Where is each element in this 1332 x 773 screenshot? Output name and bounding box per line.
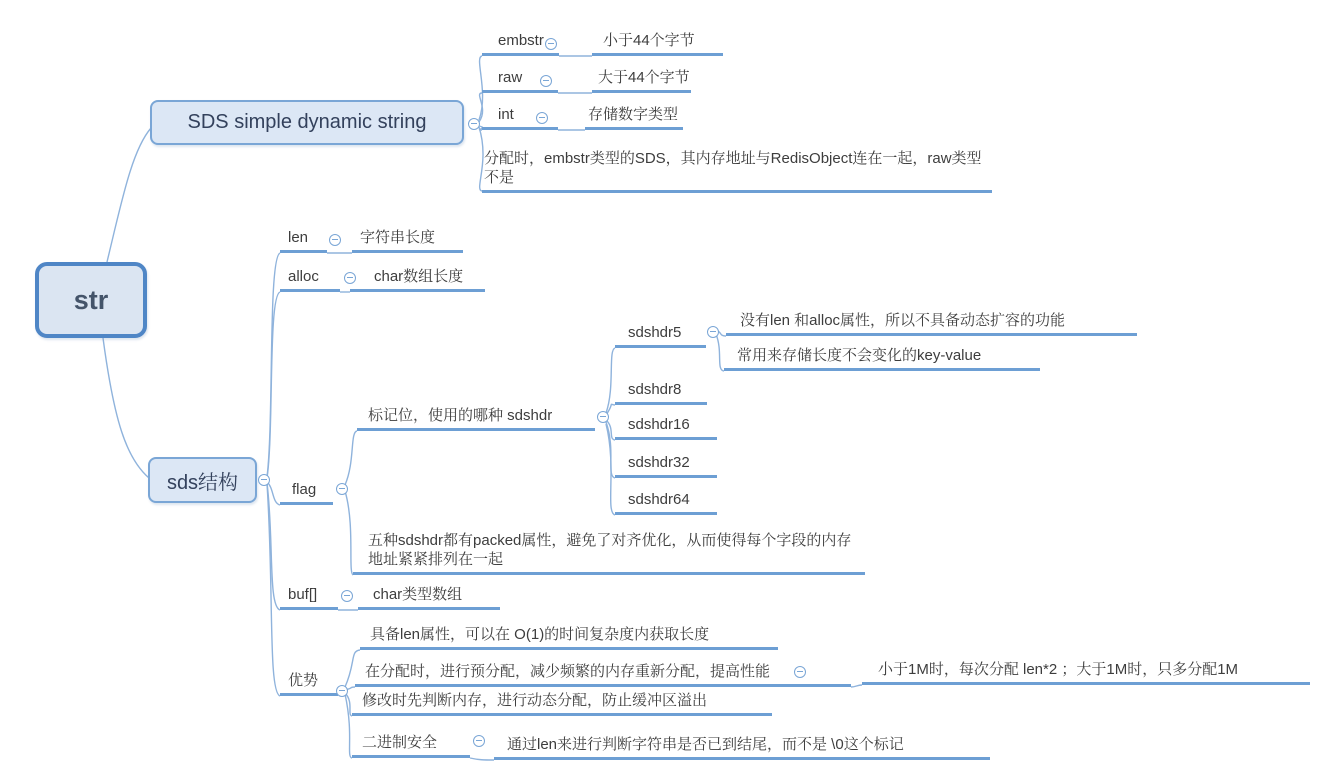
- node-binary-safe-desc[interactable]: 通过len来进行判断字符串是否已到结尾，而不是 \0这个标记: [494, 735, 990, 760]
- node-embstr-desc[interactable]: 小于44个字节: [592, 33, 723, 56]
- node-alloc-desc[interactable]: char数组长度: [350, 269, 485, 292]
- node-flag-mark[interactable]: 标记位，使用的哪种 sdshdr: [357, 404, 595, 431]
- node-binary-safe[interactable]: 二进制安全: [352, 733, 470, 758]
- topic-label: SDS simple dynamic string: [187, 111, 427, 133]
- node-advantage-prealloc[interactable]: 在分配时，进行预分配，减少频繁的内存重新分配，提高性能: [355, 662, 851, 687]
- collapse-icon[interactable]: [545, 38, 557, 50]
- node-advantage-overflow[interactable]: 修改时先判断内存，进行动态分配，防止缓冲区溢出: [352, 691, 772, 716]
- node-sds-simple-dynamic-string[interactable]: [150, 100, 464, 145]
- node-alloc[interactable]: alloc: [280, 269, 340, 292]
- node-alloc-note[interactable]: 分配时，embstr类型的SDS，其内存地址与RedisObject连在一起，raw类型不是: [482, 136, 992, 193]
- collapse-icon[interactable]: [536, 112, 548, 124]
- collapse-icon[interactable]: [258, 474, 270, 486]
- node-sdshdr16[interactable]: sdshdr16: [615, 414, 717, 440]
- collapse-icon[interactable]: [341, 590, 353, 602]
- collapse-icon[interactable]: [597, 411, 609, 423]
- node-len-desc[interactable]: 字符串长度: [352, 230, 463, 253]
- node-packed-note[interactable]: 五种sdshdr都有packed属性，避免了对齐优化，从而使得每个字段的内存地址紧紧排列在一起: [353, 522, 865, 575]
- node-raw[interactable]: raw: [482, 70, 558, 93]
- node-buf[interactable]: buf[]: [280, 585, 338, 610]
- node-sdshdr5[interactable]: sdshdr5: [615, 322, 706, 348]
- topic-label: sds结构: [166, 471, 239, 494]
- node-int-desc[interactable]: 存储数字类型: [585, 107, 683, 130]
- collapse-icon[interactable]: [794, 666, 806, 678]
- node-raw-desc[interactable]: 大于44个字节: [592, 70, 691, 93]
- collapse-icon[interactable]: [468, 118, 480, 130]
- node-sdshdr32[interactable]: sdshdr32: [615, 451, 717, 478]
- collapse-icon[interactable]: [473, 735, 485, 747]
- node-sdshdr64[interactable]: sdshdr64: [615, 488, 717, 515]
- node-embstr[interactable]: embstr: [482, 33, 559, 56]
- collapse-icon[interactable]: [336, 483, 348, 495]
- node-advantage-prealloc-desc[interactable]: 小于1M时，每次分配 len*2 ；大于1M时，只多分配1M: [862, 660, 1310, 685]
- node-advantage[interactable]: 优势: [280, 673, 338, 696]
- node-sdshdr8[interactable]: sdshdr8: [615, 379, 707, 405]
- collapse-icon[interactable]: [329, 234, 341, 246]
- collapse-icon[interactable]: [707, 326, 719, 338]
- node-sdshdr5-note1[interactable]: 没有len 和alloc属性，所以不具备动态扩容的功能: [726, 305, 1137, 336]
- collapse-icon[interactable]: [540, 75, 552, 87]
- node-sds-struct[interactable]: [148, 457, 257, 503]
- node-len[interactable]: len: [280, 230, 327, 253]
- node-int[interactable]: int: [482, 107, 558, 130]
- node-buf-desc[interactable]: char类型数组: [358, 585, 500, 610]
- node-sdshdr5-note2[interactable]: 常用来存储长度不会变化的key-value: [724, 342, 1040, 371]
- node-flag[interactable]: flag: [280, 482, 333, 505]
- collapse-icon[interactable]: [336, 685, 348, 697]
- root-node-str[interactable]: [35, 262, 147, 338]
- node-advantage-len[interactable]: 具备len属性，可以在 O(1)的时间复杂度内获取长度: [360, 625, 778, 650]
- root-label: str: [73, 284, 109, 315]
